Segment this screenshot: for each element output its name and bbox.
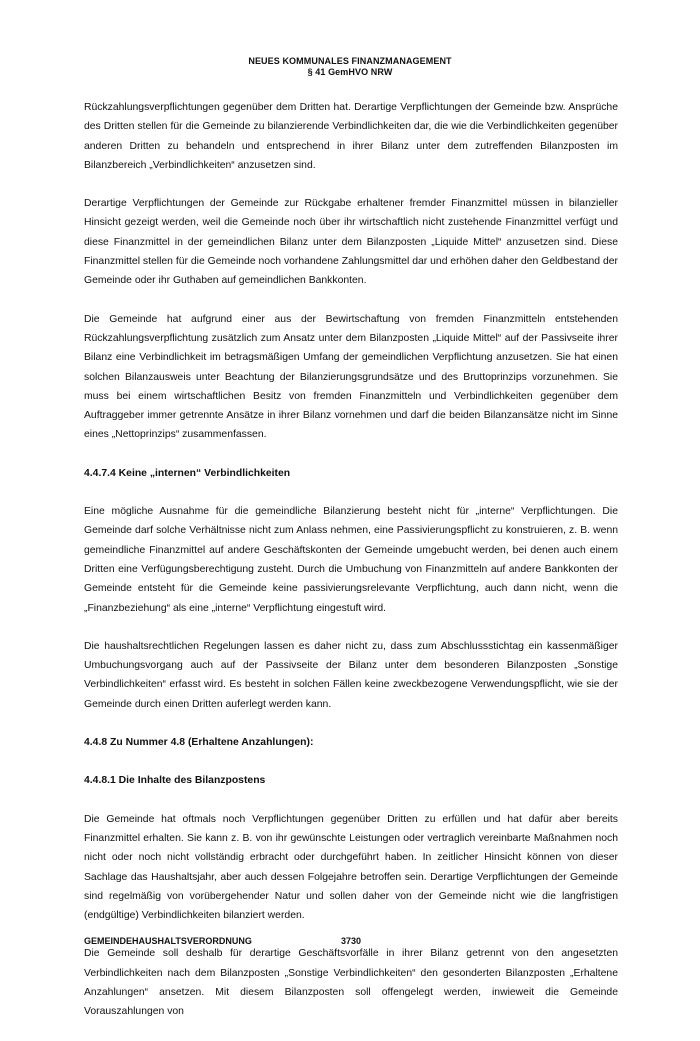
section-heading-4-4-8-1: 4.4.8.1 Die Inhalte des Bilanzpostens <box>84 775 266 787</box>
page-content <box>84 98 618 1041</box>
page-number: 3730 <box>341 936 362 946</box>
paragraph-5: Die haushaltsrechtlichen Regelungen lassen es daher nicht zu, dass zum Abschlussstichtag ein kassenmäßiger Umbuchungsvorgang auch auf der Passivseite der Bilanz unter dem besonderen Bilanzposten „Sonstige Verbindlichkeiten“ erfasst wird. Es besteht in solchen Fällen keine zweckbezogene Verwendungspflicht, wie sie der Gemeinde durch einen Dritten auferlegt werden kann. <box>84 640 618 710</box>
header-subtitle: § 41 GemHVO NRW <box>307 67 393 77</box>
paragraph-6: Die Gemeinde hat oftmals noch Verpflichtungen gegenüber Dritten zu erfüllen und hat dafür aber bereits Finanzmittel erhalten. Sie kann z. B. von ihr gewünschte Leistungen oder vertraglich vereinbarte Maßnahmen noch nicht oder noch nicht vollständig erbracht oder durchgeführt haben. In zeitlicher Hinsicht können von dieser Sachlage das Haushaltsjahr, aber auch dessen Folgejahre betroffen sein. Derartige Verpflichtungen der Gemeinde sind regelmäßig von vorübergehender Natur und sollen daher von der Gemeinde nicht wie die langfristigen (endgültige) Verbindlichkeiten bilanziert werden. <box>84 813 618 922</box>
section-heading-4-4-8: 4.4.8 Zu Nummer 4.8 (Erhaltene Anzahlungen): <box>84 737 314 749</box>
paragraph-7: Die Gemeinde soll deshalb für derartige Geschäftsvorfälle in ihrer Bilanz getrennt von den angesetzten Verbindlichkeiten nach dem Bilanzposten „Sonstige Verbindlichkeiten“ den gesonderten Bilanzposten „Erhaltene Anzahlungen“ ansetzen. Mit diesem Bilanzposten soll offengelegt werden, inwieweit die Gemeinde Vorauszahlungen von <box>84 948 618 1018</box>
footer-title: GEMEINDEHAUSHALTSVERORDNUNG <box>84 936 252 946</box>
paragraph-3: Die Gemeinde hat aufgrund einer aus der Bewirtschaftung von fremden Finanzmitteln entstehenden Rückzahlungsverpflichtung zusätzlich zum Ansatz unter dem Bilanzposten „Liquide Mittel“ auf der Passivseite ihrer Bilanz eine Verbindlichkeit im betragsmäßigen Umfang der gemeindlichen Verpflichtung anzusetzen. Sie hat einen solchen Bilanzausweis unter Beachtung der Bilanzierungsgrundsätze und des Bruttoprinzips vorzunehmen. Sie muss bei einem wirtschaftlichen Besitz von fremden Finanzmitteln und Verbindlichkeiten gegenüber dem Auftraggeber immer getrennte Ansätze in ihrer Bilanz vornehmen und darf die beiden Bilanzansätze nicht im Sinne eines „Nettoprinzips“ zusammenfassen. <box>84 313 618 441</box>
paragraph-4: Eine mögliche Ausnahme für die gemeindliche Bilanzierung besteht nicht für „interne“ Verpflichtungen. Die Gemeinde darf solche Verhältnisse nicht zum Anlass nehmen, eine Passivierungspflicht zu konstruieren, z. B. wenn gemeindliche Finanzmittel auf andere Geschäftskonten der Gemeinde umgebucht werden, bei denen auch einem Dritten eine Verfügungsberechtigung zusteht. Durch die Umbuchung von Finanzmitteln auf andere Bankkonten der Gemeinde entsteht für die Gemeinde keine passivierungsrelevante Verpflichtung, auch dann nicht, wenn die „Finanzbeziehung“ als eine „interne“ Verpflichtung eingestuft wird. <box>84 506 618 614</box>
header-title: NEUES KOMMUNALES FINANZMANAGEMENT <box>248 56 452 66</box>
page-header <box>0 56 700 78</box>
paragraph-1: Rückzahlungsverpflichtungen gegenüber dem Dritten hat. Derartige Verpflichtungen der Gemeinde bzw. Ansprüche des Dritten stellen für die Gemeinde zu bilanzierende Verbindlichkeiten dar, die wie die Verbindlichkeiten gegenüber anderen Dritten zu behandeln und entsprechend in ihrer Bilanz unter dem zutreffenden Bilanzposten im Bilanzbereich „Verbindlichkeiten“ anzusetzen sind. <box>84 102 618 171</box>
paragraph-2: Derartige Verpflichtungen der Gemeinde zur Rückgabe erhaltener fremder Finanzmittel müssen in bilanzieller Hinsicht gezeigt werden, weil die Gemeinde noch über ihr wirtschaftlich nicht zustehende Finanzmittel verfügt und diese Finanzmittel in der gemeindlichen Bilanz unter dem Bilanzposten „Liquide Mittel“ anzusetzen sind. Diese Finanzmittel stellen für die Gemeinde noch vorhandene Zahlungsmittel dar und erhöhen daher den Geldbestand der Gemeinde oder ihr Guthaben auf gemeindlichen Bankkonten. <box>84 198 618 287</box>
section-heading-4-4-7-4: 4.4.7.4 Keine „internen“ Verbindlichkeiten <box>84 467 291 479</box>
